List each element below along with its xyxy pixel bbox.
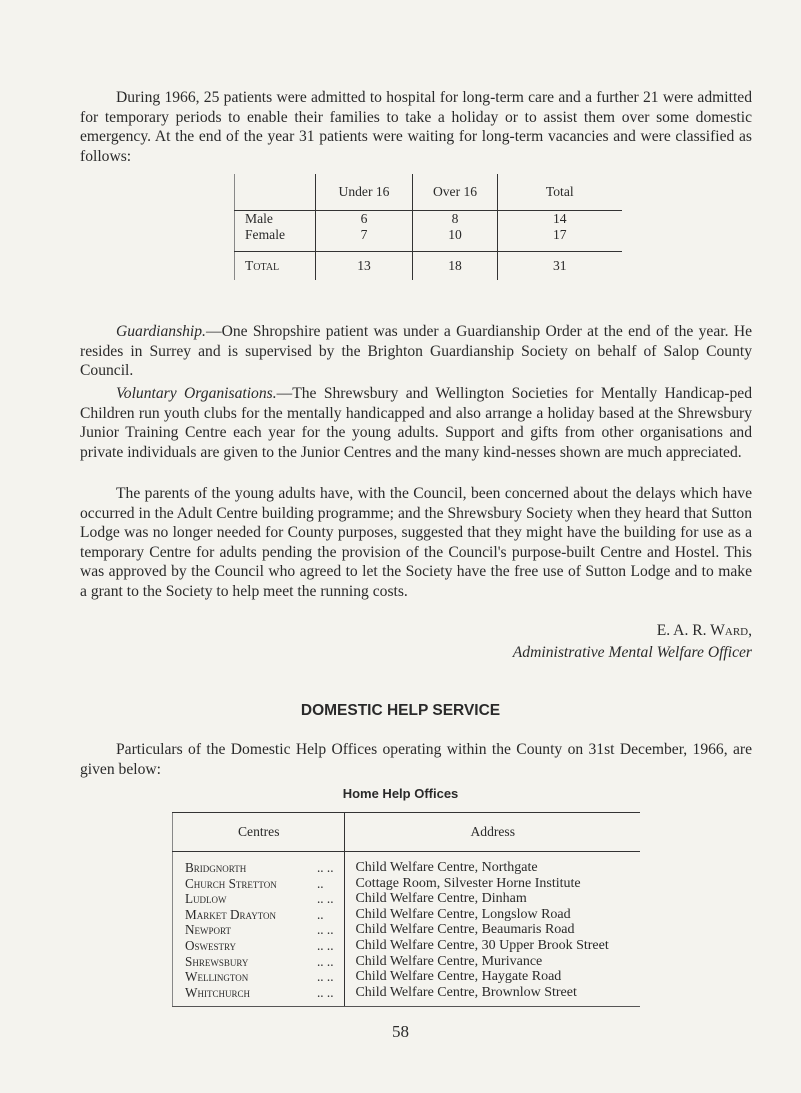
row-label-female: Female <box>245 227 286 242</box>
header-under-16: Under 16 <box>315 174 413 211</box>
table-row <box>185 922 344 938</box>
table-total-row <box>235 252 623 281</box>
header-address: Address <box>345 813 640 852</box>
centre-address: Child Welfare Centre, Murivance <box>355 953 543 969</box>
centre-name: Church Stretton <box>185 875 277 891</box>
centre-name: Whitchurch <box>185 984 250 1000</box>
guardianship-text: —One Shropshire patient was under a Guardianship Order at the end of the year. He resides in Surrey and is supervised by the Brighton Guardianship Society on behalf of Salop County Council. <box>80 323 752 380</box>
leader-dots: .. .. <box>317 922 334 938</box>
voluntary-text: —The Shrewsbury and Wellington Societies for Mentally Handicap-ped Children run youth clubs for the mentally handicapped and also arrange a holiday based at the Shrewsbury Junior Training Centre each year for the young adults. Support and gifts from other organisations and private individuals are given to the Junior Centres and the many kind-nesses shown are much appreciated. <box>80 385 752 461</box>
male-total: 14 <box>552 211 567 226</box>
header-over-16: Over 16 <box>413 174 497 211</box>
signature-title: Administrative Mental Welfare Officer <box>512 644 752 661</box>
leader-dots: .. <box>317 875 324 891</box>
female-over-16: 10 <box>448 227 462 242</box>
male-over-16: 8 <box>451 211 459 226</box>
header-blank <box>235 174 316 211</box>
table-row <box>185 860 344 876</box>
total-under-16: 13 <box>315 252 413 281</box>
intro-paragraph: During 1966, 25 patients were admitted to hospital for long-term care and a further 21 were admitted for temporary periods to enable their families to take a holiday or to assist them over some domestic emergency. At the end of the year 31 patients were waiting for long-term vacancies and were classified as follows: <box>80 89 752 165</box>
home-help-offices-heading: Home Help Offices <box>342 786 459 801</box>
waiting-patients-table <box>234 174 622 280</box>
leader-dots: .. <box>317 906 324 922</box>
centre-name: Newport <box>185 922 231 938</box>
centre-name: Bridgnorth <box>185 860 247 875</box>
centre-name: Wellington <box>185 969 249 985</box>
domestic-help-heading: DOMESTIC HELP SERVICE <box>300 702 501 719</box>
home-help-offices-table <box>172 812 640 1007</box>
centre-name: Ludlow <box>185 891 227 907</box>
centre-address: Child Welfare Centre, Dinham <box>355 891 527 907</box>
centre-name: Shrewsbury <box>185 953 249 969</box>
table-row <box>185 907 344 923</box>
table-row <box>185 954 344 970</box>
centre-name: Oswestry <box>185 937 237 953</box>
table-body <box>173 852 641 1007</box>
centre-address: Child Welfare Centre, 30 Upper Brook Street <box>355 937 609 953</box>
centre-address: Child Welfare Centre, Northgate <box>355 860 538 875</box>
page-number: 58 <box>392 1022 409 1041</box>
centre-address: Cottage Room, Silvester Horne Institute <box>355 875 581 891</box>
leader-dots: .. .. <box>317 860 334 875</box>
leader-dots: .. .. <box>317 953 334 969</box>
leader-dots: .. .. <box>317 937 334 953</box>
total-label: Total <box>235 252 316 281</box>
table-header-row <box>235 174 623 211</box>
table-header-row <box>173 813 641 852</box>
table-row <box>185 891 344 907</box>
centre-name: Market Drayton <box>185 906 277 922</box>
guardianship-paragraph <box>80 322 752 381</box>
centre-address: Child Welfare Centre, Haygate Road <box>355 969 562 985</box>
row-label-male: Male <box>245 211 273 226</box>
centre-address: Child Welfare Centre, Longslow Road <box>355 906 571 922</box>
centre-address: Child Welfare Centre, Brownlow Street <box>355 984 577 1000</box>
total-over-16: 18 <box>413 252 497 281</box>
signature-name: E. A. R. Ward, <box>656 622 752 639</box>
female-under-16: 7 <box>360 227 368 242</box>
leader-dots: .. .. <box>317 984 334 1000</box>
centre-address: Child Welfare Centre, Beaumaris Road <box>355 922 575 938</box>
table-row <box>185 969 344 985</box>
voluntary-paragraph <box>80 384 752 462</box>
parents-paragraph: The parents of the young adults have, with the Council, been concerned about the delays which have occurred in the Adult Centre building programme; and the Shrewsbury Society when they heard that Sutton Lodge was no longer needed for County purposes, suggested that they might have the building for use as a temporary Centre for adults pending the provision of the Council's purpose-built Centre and Hostel. This was approved by the Council who agreed to let the Society have the free use of Sutton Lodge and to make a grant to the Society to help meet the running costs. <box>80 485 752 600</box>
leader-dots: .. .. <box>317 969 334 985</box>
voluntary-heading: Voluntary Organisations. <box>116 385 277 402</box>
total-total: 31 <box>497 252 622 281</box>
male-under-16: 6 <box>360 211 368 226</box>
domestic-help-intro: Particulars of the Domestic Help Offices operating within the County on 31st December, 1966, are given below: <box>80 741 752 778</box>
table-row <box>185 985 344 1001</box>
guardianship-heading: Guardianship. <box>116 323 206 340</box>
table-row <box>185 876 344 892</box>
header-total: Total <box>497 174 622 211</box>
header-centres: Centres <box>173 813 345 852</box>
table-row <box>235 211 623 252</box>
table-row <box>185 938 344 954</box>
female-total: 17 <box>552 227 567 242</box>
leader-dots: .. .. <box>317 891 334 907</box>
